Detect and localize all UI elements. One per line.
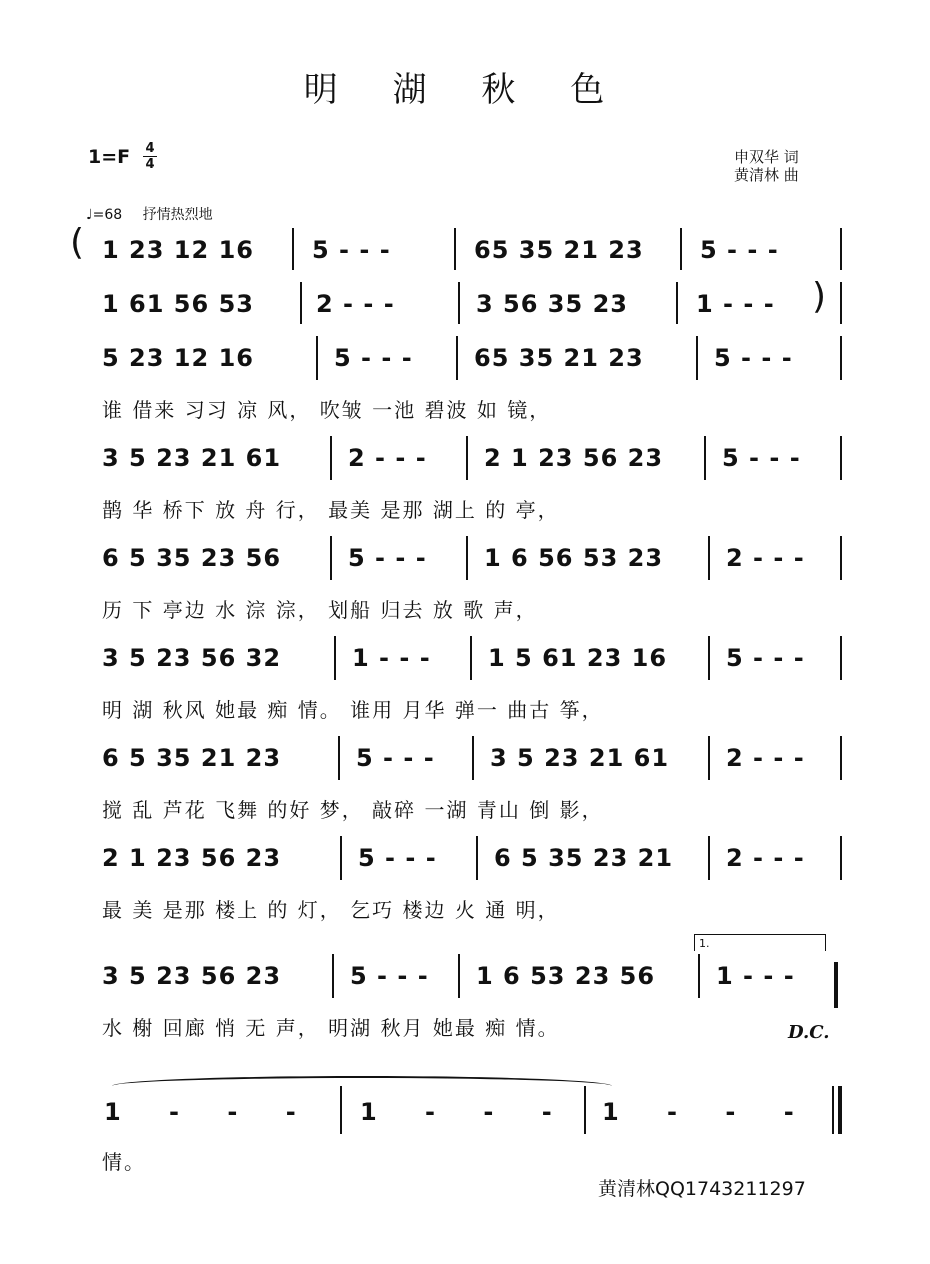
barline (840, 336, 842, 380)
lyric-line: 搅 乱 芦花 飞舞 的好 梦， 敲碎 一湖 青山 倒 影， (102, 798, 604, 822)
barline (832, 1086, 834, 1134)
barline (704, 436, 706, 480)
barline (458, 954, 460, 998)
repeat-open-paren: ( (70, 222, 85, 263)
barline (338, 736, 340, 780)
barline (476, 836, 478, 880)
measure: 2 1 23 56 23 (102, 844, 282, 872)
final-double-barline (834, 962, 838, 1008)
measure: 65 35 21 23 (474, 344, 644, 372)
barline (292, 228, 294, 270)
barline (454, 228, 456, 270)
barline (708, 836, 710, 880)
page-title: 明 湖 秋 色 (303, 70, 627, 110)
barline (330, 436, 332, 480)
lyricist: 申双华 词 (734, 148, 799, 166)
measure: 65 35 21 23 (474, 236, 644, 264)
measure: 2 - - - (726, 544, 805, 572)
measure: 1 - - - (696, 290, 775, 318)
lyric-line: 水 榭 回廊 悄 无 声， 明湖 秋月 她最 痴 情。 (102, 1016, 560, 1040)
measure: 1 - - - (602, 1098, 814, 1126)
signature: 黄清林QQ1743211297 (598, 1178, 806, 1200)
lyric-line: 鹊 华 桥下 放 舟 行， 最美 是那 湖上 的 亭， (102, 498, 560, 522)
measure: 6 5 35 21 23 (102, 744, 282, 772)
barline (584, 1086, 586, 1134)
long-tie (112, 1076, 612, 1096)
composer: 黄清林 曲 (734, 166, 799, 184)
barline (458, 282, 460, 324)
measure: 3 5 23 21 61 (490, 744, 670, 772)
volta-label: 1. (699, 937, 710, 950)
barline (330, 536, 332, 580)
barline (334, 636, 336, 680)
lyric-line: 明 湖 秋风 她最 痴 情。 谁用 月华 弹一 曲古 筝， (102, 698, 604, 722)
tempo-marking (86, 204, 229, 224)
measure: 1 - - - (716, 962, 795, 990)
measure: 5 - - - (356, 744, 435, 772)
credits (734, 148, 799, 184)
barline (340, 1086, 342, 1134)
measure: 5 - - - (334, 344, 413, 372)
lyric-line: 谁 借来 习习 凉 风， 吹皱 一池 碧波 如 镜， (102, 398, 552, 422)
measure: 2 1 23 56 23 (484, 444, 664, 472)
measure: 1 6 56 53 23 (484, 544, 664, 572)
measure: 3 5 23 56 32 (102, 644, 282, 672)
lyric-line: 最 美 是那 楼上 的 灯， 乞巧 楼边 火 通 明， (102, 898, 560, 922)
barline (840, 436, 842, 480)
measure: 5 - - - (350, 962, 429, 990)
final-double-barline (838, 1086, 842, 1134)
measure: 5 - - - (722, 444, 801, 472)
time-signature (143, 142, 157, 171)
barline (456, 336, 458, 380)
barline (840, 736, 842, 780)
key-signature: 1=F (88, 146, 131, 168)
barline (466, 436, 468, 480)
measure: 2 - - - (348, 444, 427, 472)
measure: 3 56 35 23 (476, 290, 628, 318)
measure: 5 - - - (348, 544, 427, 572)
measure: 6 5 35 23 56 (102, 544, 282, 572)
barline (472, 736, 474, 780)
measure: 3 5 23 21 61 (102, 444, 282, 472)
tempo-expression: 抒情热烈地 (142, 207, 213, 223)
measure: 2 - - - (726, 744, 805, 772)
measure: 1 5 61 23 16 (488, 644, 668, 672)
measure: 2 - - - (316, 290, 395, 318)
measure: 5 - - - (726, 644, 805, 672)
meter-bottom: 4 (145, 157, 155, 172)
barline (466, 536, 468, 580)
measure: 5 - - - (700, 236, 779, 264)
measure: 5 23 12 16 (102, 344, 254, 372)
measure: 5 - - - (358, 844, 437, 872)
repeat-close-paren: ) (812, 276, 827, 317)
measure: 1 23 12 16 (102, 236, 254, 264)
barline (840, 536, 842, 580)
measure: 1 6 53 23 56 (476, 962, 656, 990)
first-ending-bracket (694, 934, 826, 951)
barline (840, 228, 842, 270)
barline (840, 636, 842, 680)
measure: 5 - - - (312, 236, 391, 264)
barline (698, 954, 700, 998)
barline (470, 636, 472, 680)
measure: 1 61 56 53 (102, 290, 254, 318)
barline (676, 282, 678, 324)
measure: 2 - - - (726, 844, 805, 872)
barline (840, 836, 842, 880)
measure: 3 5 23 56 23 (102, 962, 282, 990)
barline (332, 954, 334, 998)
barline (696, 336, 698, 380)
barline (708, 736, 710, 780)
measure: 6 5 35 23 21 (494, 844, 674, 872)
lyric-line: 情。 (102, 1150, 146, 1174)
barline (708, 636, 710, 680)
barline (316, 336, 318, 380)
barline (840, 282, 842, 324)
barline (300, 282, 302, 324)
measure: 1 - - - (352, 644, 431, 672)
barline (340, 836, 342, 880)
barline (708, 536, 710, 580)
lyric-line: 历 下 亭边 水 淙 淙， 划船 归去 放 歌 声， (102, 598, 538, 622)
barline (680, 228, 682, 270)
measure: 1 - - - (104, 1098, 316, 1126)
measure: 1 - - - (360, 1098, 572, 1126)
da-capo: D.C. (788, 1022, 830, 1043)
meter-top: 4 (145, 141, 155, 156)
tempo-bpm: ♩=68 (86, 207, 123, 223)
measure: 5 - - - (714, 344, 793, 372)
